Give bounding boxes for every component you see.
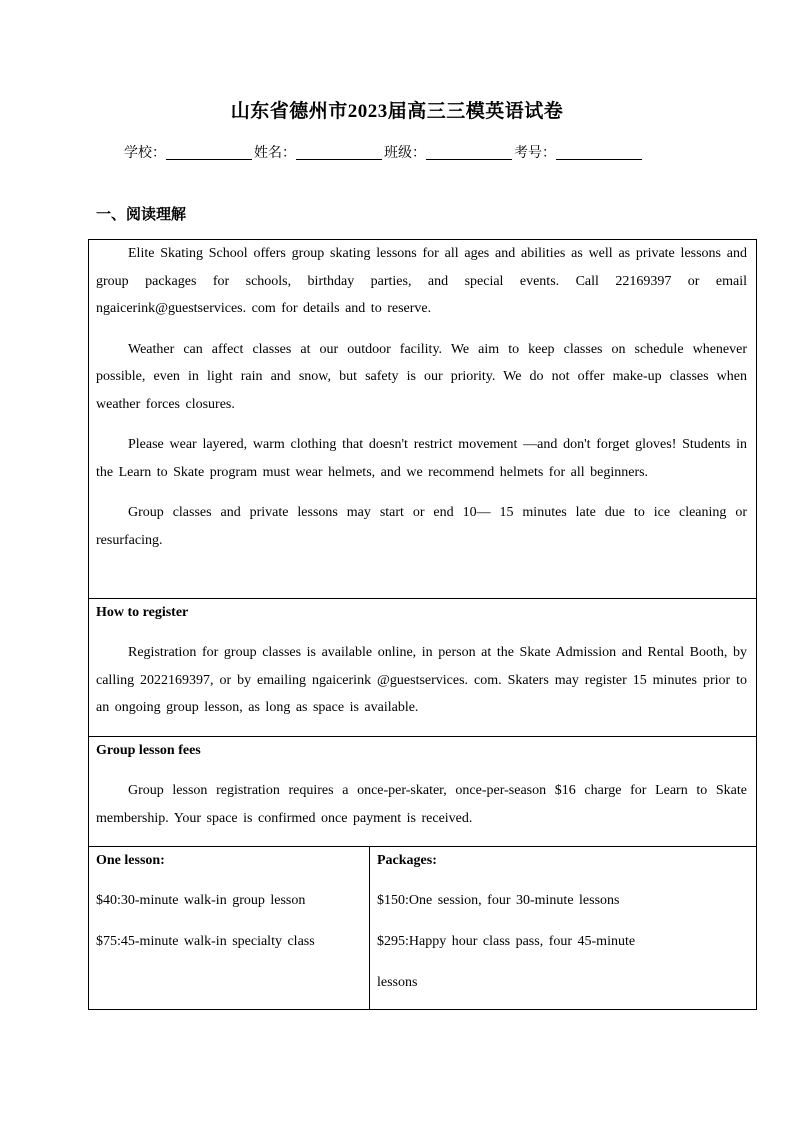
class-blank[interactable]: [426, 144, 512, 160]
fees-cell: [89, 737, 756, 847]
exam-number-label: 考号：: [514, 145, 556, 161]
price-item: $295:Happy hour class pass, four 45-minute: [377, 934, 636, 949]
exam-number-blank[interactable]: [556, 144, 642, 160]
register-text: Registration for group classes is available online, in person at the Skate Admission and Rental Booth, by calling 2022169397, or by emailing ngaicerink @guestservices. com. Skaters may register 15 minutes prior to an ongoing group lesson, as long as space is available.: [96, 645, 747, 715]
section-title: 一、阅读理解: [96, 205, 187, 223]
school-label: 学校：: [124, 145, 166, 161]
school-blank[interactable]: [166, 144, 252, 160]
price-item: $75:45-minute walk-in specialty class: [96, 934, 315, 949]
pricing-row: [89, 847, 756, 1009]
intro-paragraph: Weather can affect classes at our outdoor facility. We aim to keep classes on schedule whenever possible, even in light rain and snow, but safety is our priority. We do not offer make-up classes when weather forces closures.: [96, 341, 747, 412]
register-heading: How to register: [96, 605, 189, 620]
student-info-line: [124, 142, 644, 162]
name-label: 姓名：: [254, 145, 296, 161]
packages-cell: [370, 847, 756, 1009]
intro-cell: [89, 240, 756, 599]
price-item-continued: lessons: [377, 975, 418, 990]
class-label: 班级：: [384, 145, 426, 161]
name-blank[interactable]: [296, 144, 382, 160]
one-lesson-heading: One lesson:: [96, 853, 165, 868]
price-item: $150:One session, four 30-minute lessons: [377, 893, 620, 908]
intro-paragraph: Please wear layered, warm clothing that doesn't restrict movement —and don't forget gloves! Students in the Learn to Skate program must wear helmets, and we recommend helmets for all beginners.: [96, 437, 747, 480]
fees-text: Group lesson registration requires a once-per-skater, once-per-season $16 charge for Learn to Skate membership. Your space is confirmed once payment is received.: [96, 783, 747, 826]
one-lesson-cell: [89, 847, 370, 1009]
exam-title: 山东省德州市2023届高三三模英语试卷: [230, 101, 564, 122]
price-item: $40:30-minute walk-in group lesson: [96, 893, 306, 908]
intro-paragraph: Group classes and private lessons may start or end 10— 15 minutes late due to ice cleaning or resurfacing.: [96, 505, 747, 548]
passage-box: [88, 239, 757, 1010]
fees-heading: Group lesson fees: [96, 743, 201, 758]
register-cell: [89, 599, 756, 737]
packages-heading: Packages:: [377, 853, 437, 868]
intro-paragraph: Elite Skating School offers group skating lessons for all ages and abilities as well as private lessons and group packages for schools, birthday parties, and special events. Call 22169397 or email ngaicerink@guestservices. com for details and to reserve.: [96, 246, 747, 316]
